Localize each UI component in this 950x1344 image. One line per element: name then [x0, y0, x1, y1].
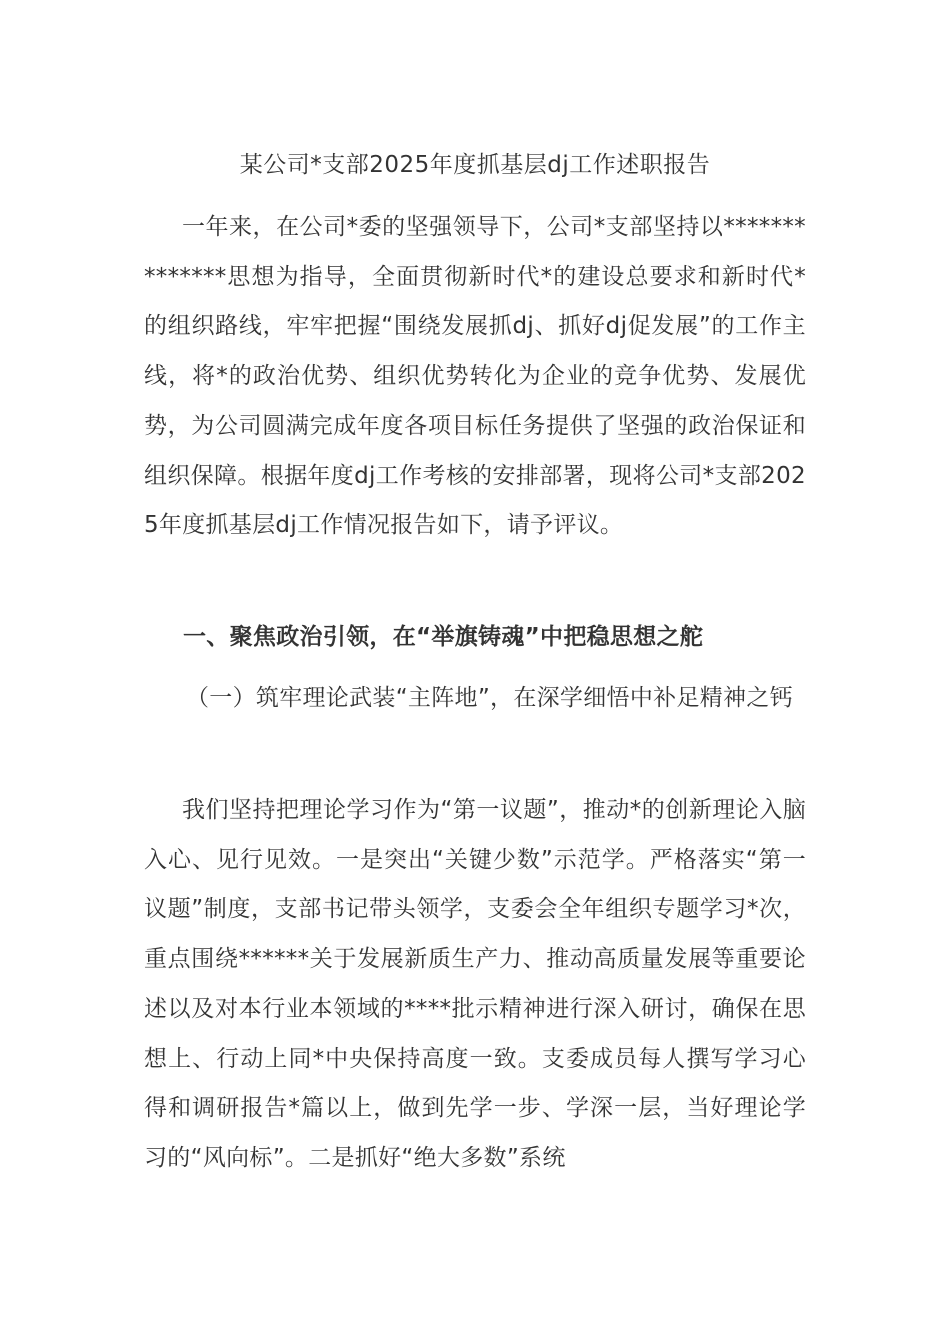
section-heading: 一、聚焦政治引领，在“举旗铸魂”中把稳思想之舵	[183, 624, 704, 650]
document-title: 某公司*支部2025年度抓基层dj工作述职报告	[239, 152, 711, 178]
subsection-heading: （一）筑牢理论武装“主阵地”，在深学细悟中补足精神之钙	[186, 685, 793, 711]
body-paragraph: 我们坚持把理论学习作为“第一议题”，推动*的创新理论入脑入心、见行见效。一是突出“关键少数”示范学。严格落实“第一议题”制度，支部书记带头领学，支委会全年组织专题学习*次，重点围绕******关于发展新质生产力、推动高质量发展等重要论述以及对本行业本领域的****批示精神进行深入研讨，确保在思想上、行动上同*中央保持高度一致。支委成员每人撰写学习心得和调研报告*篇以上，做到先学一步、学深一层，当好理论学习的“风向标”。二是抓好“绝大多数”系统	[144, 797, 806, 1171]
intro-paragraph: 一年来，在公司*委的坚强领导下，公司*支部坚持以**************思想为指导，全面贯彻新时代*的建设总要求和新时代*的组织路线，牢牢把握“围绕发展抓dj、抓好dj促发展”的工作主线，将*的政治优势、组织优势转化为企业的竞争优势、发展优势，为公司圆满完成年度各项目标任务提供了坚强的政治保证和组织保障。根据年度dj工作考核的安排部署，现将公司*支部2025年度抓基层dj工作情况报告如下，请予评议。	[144, 214, 806, 539]
